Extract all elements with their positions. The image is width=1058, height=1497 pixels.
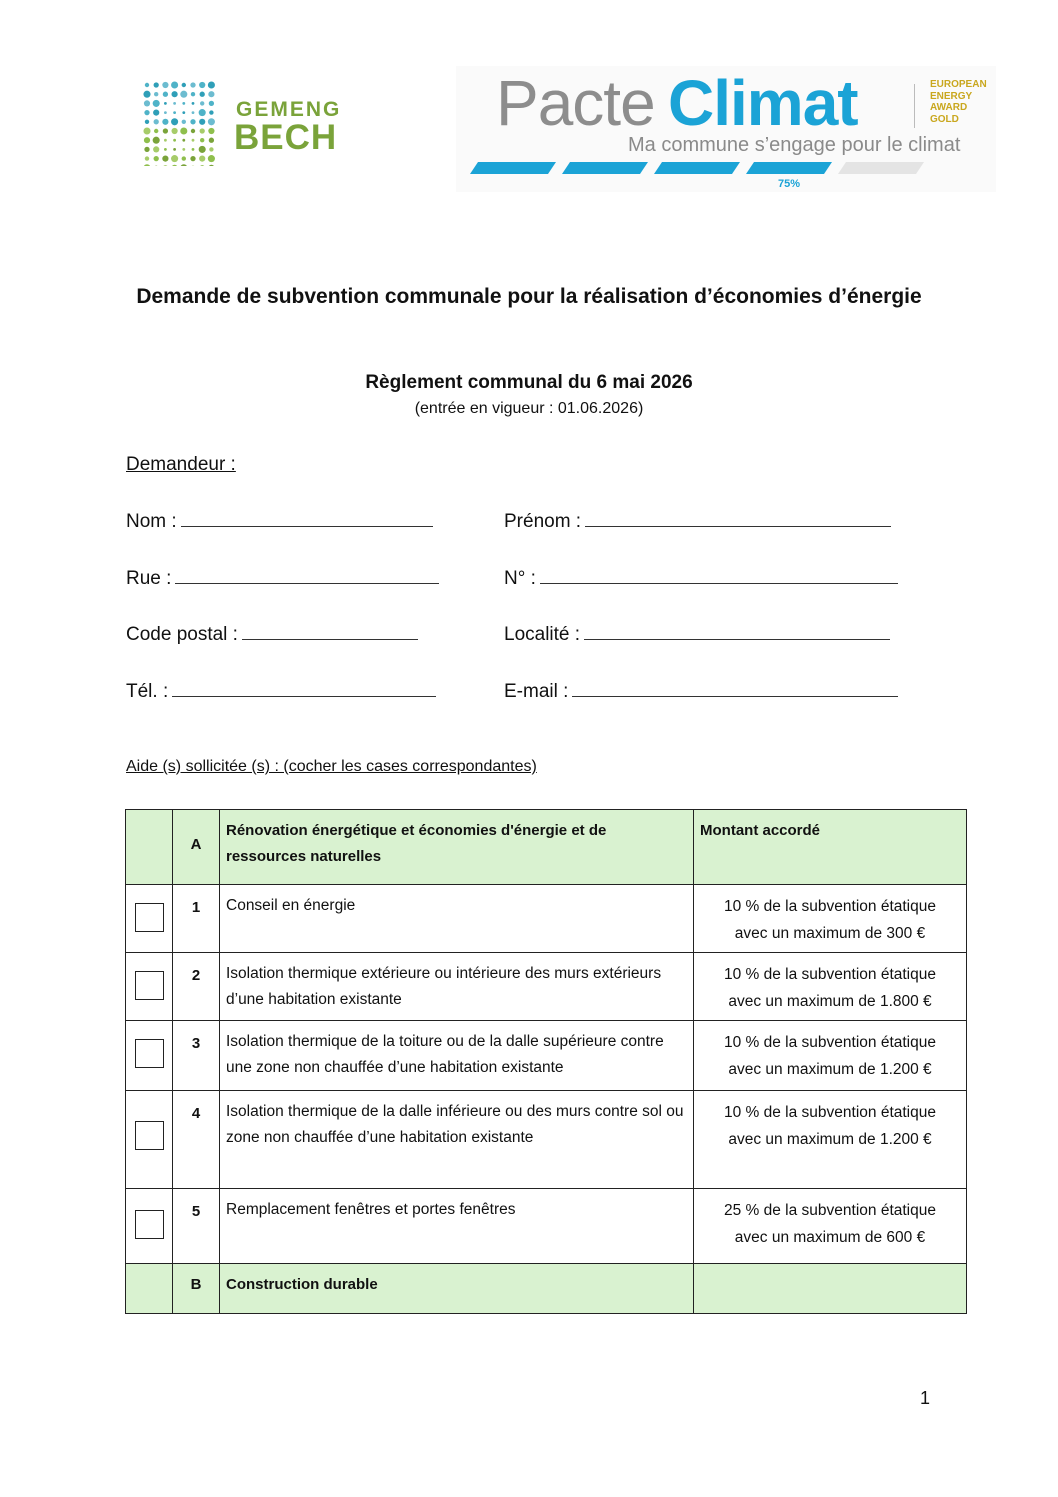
row-5-checkbox[interactable] bbox=[135, 1210, 164, 1239]
field-numero[interactable] bbox=[504, 567, 898, 590]
row-1-amount-line2: avec un maximum de 300 € bbox=[734, 925, 926, 942]
requester-heading: Demandeur : bbox=[126, 454, 236, 475]
row-4-description: Isolation thermique de la dalle inférieure ou des murs contre sol ou zone non chauffée d’une habitation existante bbox=[220, 1091, 694, 1189]
field-localite[interactable] bbox=[504, 623, 890, 646]
section-b-amount-cell bbox=[694, 1264, 967, 1314]
row-2-amount-line2: avec un maximum de 1.800 € bbox=[728, 993, 932, 1010]
section-b-checkbox-cell bbox=[126, 1264, 173, 1314]
field-tel[interactable] bbox=[126, 680, 436, 703]
section-a-checkbox-cell bbox=[126, 810, 173, 885]
field-localite-label: Localité : bbox=[504, 624, 581, 645]
field-numero-line[interactable] bbox=[540, 567, 898, 584]
field-nom[interactable] bbox=[126, 510, 433, 533]
field-tel-label: Tél. : bbox=[126, 681, 169, 702]
table-row bbox=[126, 1021, 967, 1091]
logo-separator bbox=[914, 84, 915, 128]
row-2-checkbox-cell[interactable] bbox=[126, 953, 173, 1021]
row-1-checkbox-cell[interactable] bbox=[126, 885, 173, 953]
commune-logo-line2: BECH bbox=[234, 118, 338, 157]
row-3-description: Isolation thermique de la toiture ou de la dalle supérieure contre une zone non chauffée d’une habitation existante bbox=[220, 1021, 694, 1091]
row-3-code: 3 bbox=[173, 1021, 220, 1091]
regulation-title: Règlement communal du 6 mai 2026 bbox=[365, 372, 693, 393]
effective-date-note: (entrée en vigueur : 01.06.2026) bbox=[414, 400, 644, 417]
section-b-header-row bbox=[126, 1264, 967, 1314]
row-2-amount bbox=[694, 953, 967, 1021]
document-title: Demande de subvention communale pour la réalisation d’économies d’énergie bbox=[136, 285, 922, 308]
table-row bbox=[126, 1189, 967, 1264]
pacte-tagline: Ma commune s’engage pour le climat bbox=[628, 134, 961, 156]
table-row bbox=[126, 953, 967, 1021]
field-rue-label: Rue : bbox=[126, 568, 172, 589]
row-2-code: 2 bbox=[173, 953, 220, 1021]
row-4-amount bbox=[694, 1091, 967, 1189]
aid-requested-label: Aide (s) sollicitée (s) : (cocher les cases correspondantes) bbox=[126, 758, 537, 775]
amount-column-header: Montant accordé bbox=[694, 810, 967, 885]
row-5-amount-line1: 25 % de la subvention étatique bbox=[724, 1202, 936, 1219]
field-rue[interactable] bbox=[126, 567, 439, 590]
row-1-checkbox[interactable] bbox=[135, 903, 164, 932]
field-code-postal[interactable] bbox=[126, 623, 418, 646]
section-a-header-row bbox=[126, 810, 967, 885]
commune-logo-line1: GEMENG bbox=[236, 98, 342, 121]
field-code-postal-line[interactable] bbox=[242, 623, 418, 640]
row-3-amount bbox=[694, 1021, 967, 1091]
row-4-code: 4 bbox=[173, 1091, 220, 1189]
section-a-code: A bbox=[173, 810, 220, 885]
field-localite-line[interactable] bbox=[584, 623, 890, 640]
commune-logo bbox=[142, 80, 362, 170]
row-3-checkbox[interactable] bbox=[135, 1039, 164, 1068]
pacte-progress-bars bbox=[456, 162, 996, 178]
field-nom-label: Nom : bbox=[126, 511, 177, 532]
row-1-amount bbox=[694, 885, 967, 953]
pacte-logo-word: Pacte bbox=[496, 67, 655, 139]
field-email[interactable] bbox=[504, 680, 898, 703]
row-2-amount-line1: 10 % de la subvention étatique bbox=[724, 966, 936, 983]
commune-logo-dots bbox=[142, 80, 222, 166]
row-4-amount-line2: avec un maximum de 1.200 € bbox=[728, 1131, 932, 1148]
row-5-code: 5 bbox=[173, 1189, 220, 1264]
field-prenom-line[interactable] bbox=[585, 510, 891, 527]
field-prenom-label: Prénom : bbox=[504, 511, 582, 532]
row-5-checkbox-cell[interactable] bbox=[126, 1189, 173, 1264]
field-rue-line[interactable] bbox=[175, 567, 439, 584]
row-2-description: Isolation thermique extérieure ou intérieure des murs extérieurs d’une habitation existante bbox=[220, 953, 694, 1021]
field-email-label: E-mail : bbox=[504, 681, 569, 702]
row-5-amount bbox=[694, 1189, 967, 1264]
row-4-checkbox-cell[interactable] bbox=[126, 1091, 173, 1189]
row-5-description: Remplacement fenêtres et portes fenêtres bbox=[220, 1189, 694, 1264]
table-row bbox=[126, 885, 967, 953]
pacte-progress-label: 75% bbox=[778, 178, 801, 190]
row-3-checkbox-cell[interactable] bbox=[126, 1021, 173, 1091]
row-3-amount-line2: avec un maximum de 1.200 € bbox=[728, 1061, 932, 1078]
field-email-line[interactable] bbox=[572, 680, 898, 697]
section-b-code: B bbox=[173, 1264, 220, 1314]
row-4-checkbox[interactable] bbox=[135, 1121, 164, 1150]
field-numero-label: N° : bbox=[504, 568, 536, 589]
energy-award-label: EUROPEAN ENERGY AWARD GOLD bbox=[930, 79, 987, 125]
field-nom-line[interactable] bbox=[181, 510, 433, 527]
field-prenom[interactable] bbox=[504, 510, 891, 533]
row-4-amount-line1: 10 % de la subvention étatique bbox=[724, 1104, 936, 1121]
row-1-amount-line1: 10 % de la subvention étatique bbox=[724, 898, 936, 915]
row-3-amount-line1: 10 % de la subvention étatique bbox=[724, 1034, 936, 1051]
section-a-title: Rénovation énergétique et économies d'énergie et de ressources naturelles bbox=[220, 810, 694, 885]
pacte-climat-logo bbox=[456, 66, 996, 192]
table-row bbox=[126, 1091, 967, 1189]
row-5-amount-line2: avec un maximum de 600 € bbox=[734, 1229, 926, 1246]
field-code-postal-label: Code postal : bbox=[126, 624, 238, 645]
page-number: 1 bbox=[920, 1388, 931, 1408]
aid-table bbox=[125, 809, 967, 1314]
field-tel-line[interactable] bbox=[172, 680, 436, 697]
row-1-code: 1 bbox=[173, 885, 220, 953]
climat-logo-word: Climat bbox=[668, 67, 858, 139]
row-1-description: Conseil en énergie bbox=[220, 885, 694, 953]
row-2-checkbox[interactable] bbox=[135, 971, 164, 1000]
section-b-title: Construction durable bbox=[220, 1264, 694, 1314]
